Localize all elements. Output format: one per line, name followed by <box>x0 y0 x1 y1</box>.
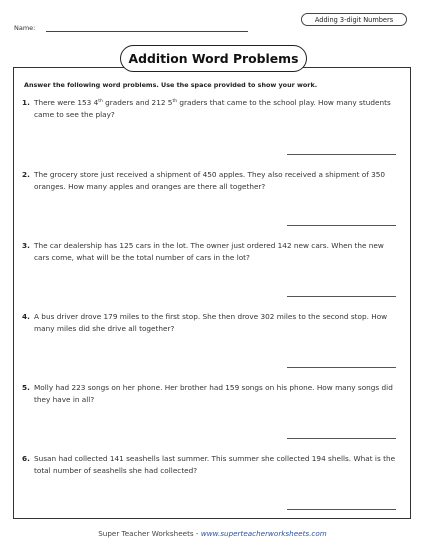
answer-line-3[interactable] <box>287 296 396 297</box>
problem-1 <box>22 97 400 120</box>
answer-line-2[interactable] <box>287 225 396 226</box>
footer-url-link[interactable]: www.superteacherworksheets.com <box>200 529 327 538</box>
answer-line-1[interactable] <box>287 154 396 155</box>
problem-number: 3. <box>22 241 30 250</box>
name-field[interactable] <box>46 31 248 32</box>
answer-line-6[interactable] <box>287 509 396 510</box>
footer-separator: - <box>193 529 201 538</box>
topic-badge: Adding 3-digit Numbers <box>301 13 407 26</box>
problem-number: 2. <box>22 170 30 179</box>
problem-text: The grocery store just received a shipment of 450 apples. They also received a shipment of 350 oranges. How many apples and oranges are there all together? <box>34 170 386 191</box>
footer-brand: Super Teacher Worksheets <box>98 529 194 538</box>
problem-text: Molly had 223 songs on her phone. Her brother had 159 songs on his phone. How many songs did they have in all? <box>34 383 393 404</box>
problem-text: A bus driver drove 179 miles to the first stop. She then drove 302 miles to the second stop. How many miles did she drive all together? <box>34 312 388 333</box>
problem-4 <box>22 311 400 334</box>
problem-number: 1. <box>22 98 30 107</box>
problem-2 <box>22 169 400 192</box>
problem-number: 5. <box>22 383 30 392</box>
answer-line-5[interactable] <box>287 438 396 439</box>
answer-line-4[interactable] <box>287 367 396 368</box>
footer <box>0 529 425 538</box>
problem-number: 6. <box>22 454 30 463</box>
page-title: Addition Word Problems <box>120 45 307 72</box>
problem-number: 4. <box>22 312 30 321</box>
problem-5 <box>22 382 400 405</box>
problem-text: The car dealership has 125 cars in the lot. The owner just ordered 142 new cars. When the new cars come, what will be the total number of cars in the lot? <box>34 241 384 262</box>
name-label: Name: <box>14 24 36 32</box>
instructions: Answer the following word problems. Use the space provided to show your work. <box>24 81 318 89</box>
problem-3 <box>22 240 400 263</box>
problem-text: There were 153 4th graders and 212 5th graders that came to the school play. How many students came to see the play? <box>34 98 391 119</box>
problem-text: Susan had collected 141 seashells last summer. This summer she collected 194 shells. What is the total number of seashells she had collected? <box>34 454 396 475</box>
problem-6 <box>22 453 400 476</box>
worksheet-frame <box>13 67 411 519</box>
